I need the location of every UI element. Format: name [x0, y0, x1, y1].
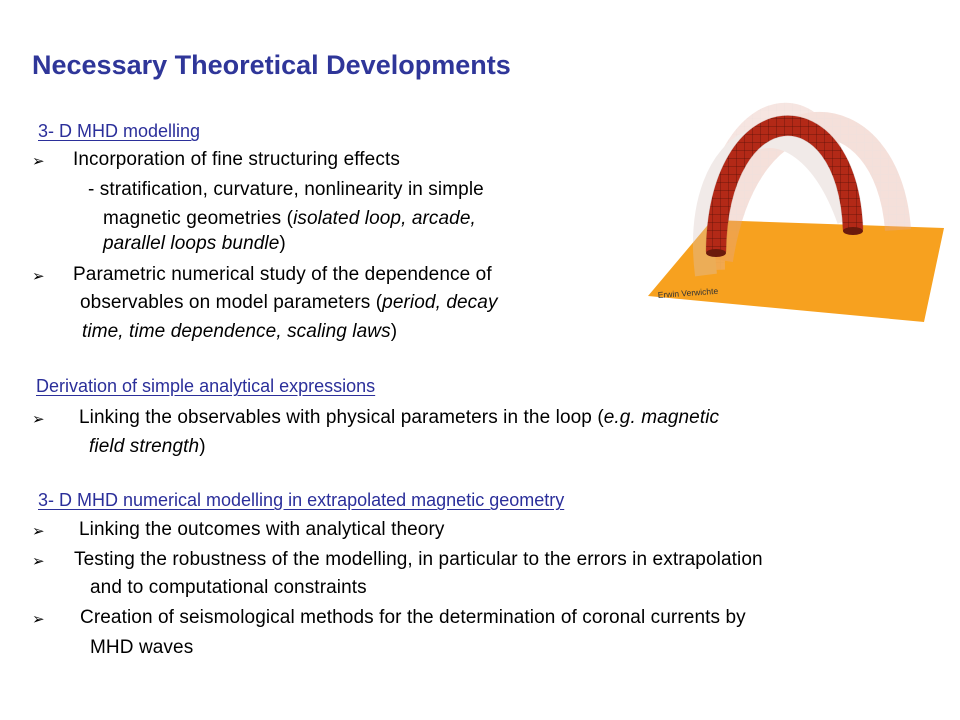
italic-run: time, time dependence, scaling laws	[82, 321, 391, 342]
bullet-text: Testing the robustness of the modelling, in particular to the errors in extrapolation	[74, 549, 763, 570]
section-heading-analytical-expressions[interactable]: Derivation of simple analytical expressions	[36, 376, 376, 396]
section-heading-3d-mhd-modelling[interactable]: 3- D MHD modelling	[38, 121, 201, 141]
sub-line-magnetic-geometries	[103, 207, 476, 230]
text-run: observables on model parameters (	[80, 292, 383, 313]
sub-line-stratification: - stratification, curvature, nonlinearity in simple	[88, 179, 484, 200]
bullet-text: Linking the observables with physical parameters in the loop (	[79, 407, 604, 428]
text-run: )	[390, 321, 398, 342]
footpoint-left	[706, 249, 726, 257]
coronal-loop-figure	[648, 70, 944, 326]
text-run: magnetic geometries (	[103, 208, 294, 229]
section-heading-extrapolated-geometry[interactable]: 3- D MHD numerical modelling in extrapolated magnetic geometry	[38, 490, 565, 510]
photosphere-plane	[648, 220, 944, 322]
italic-run: e.g. magnetic	[603, 407, 720, 428]
footpoint-right	[843, 227, 863, 235]
bullet-text: Linking the outcomes with analytical theory	[79, 519, 445, 540]
bullet-linking-observables	[34, 406, 719, 429]
figure-credit: Erwin Verwichte	[657, 285, 719, 300]
bullet-linking-observables-line2	[89, 435, 206, 458]
text-run: )	[279, 233, 286, 254]
bullet-seismological-methods	[34, 606, 746, 629]
arrow-bullet-icon: ➢	[32, 268, 45, 285]
bullet-robustness	[34, 548, 763, 571]
italic-run: field strength	[89, 436, 200, 457]
bullet-text: Creation of seismological methods for the determination of coronal currents by	[80, 607, 746, 628]
bullet-text: Incorporation of fine structuring effects	[73, 149, 400, 170]
sub-line-parallel-loops	[103, 232, 286, 255]
bullet-parametric-study	[34, 263, 492, 286]
arrow-bullet-icon: ➢	[32, 523, 45, 540]
arrow-bullet-icon: ➢	[32, 611, 45, 628]
bullet-parametric-line3	[82, 320, 397, 343]
bullet-text: Parametric numerical study of the dependence of	[73, 264, 492, 285]
bullet-seismological-line2: MHD waves	[90, 637, 194, 658]
bullet-linking-outcomes	[34, 518, 445, 541]
text-run: )	[199, 436, 206, 457]
arrow-bullet-icon: ➢	[32, 553, 45, 570]
italic-run: parallel loops bundle	[103, 233, 280, 254]
bullet-robustness-line2: and to computational constraints	[90, 577, 367, 598]
coronal-loop-illustration	[648, 70, 944, 326]
bullet-fine-structuring	[34, 148, 400, 171]
italic-run: period, decay	[382, 292, 498, 313]
italic-run: isolated loop, arcade,	[293, 208, 476, 229]
arrow-bullet-icon: ➢	[32, 411, 45, 428]
arrow-bullet-icon: ➢	[32, 153, 45, 170]
slide-title: Necessary Theoretical Developments	[32, 50, 511, 80]
bullet-parametric-line2	[80, 291, 498, 314]
